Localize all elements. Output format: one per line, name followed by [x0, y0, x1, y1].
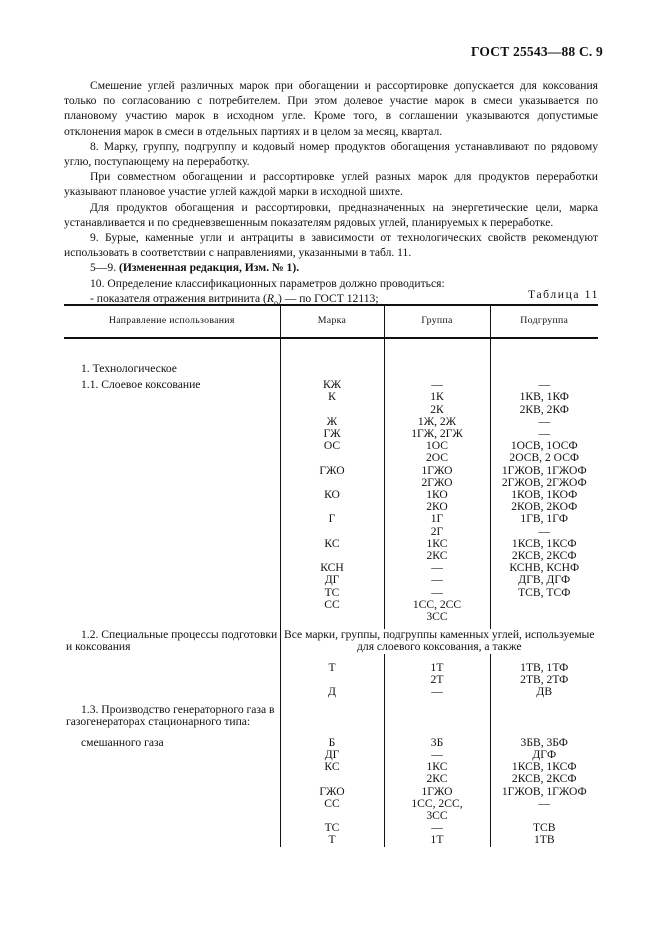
group-cell: 1СС, 2СС: [384, 599, 490, 611]
group-cell: 1ГЖ, 2ГЖ: [384, 428, 490, 440]
paragraph: При совместном обогащении и рассортировке углей разных марок для продуктов переработки указывают плановое участие углей каждой марки в исходной шихте.: [64, 170, 598, 199]
table-row: [64, 338, 598, 363]
group-cell: 2Г: [384, 526, 490, 538]
subgroup-cell: 1ТВ: [490, 834, 598, 846]
subgroup-cell: 1ГВ, 1ГФ: [490, 513, 598, 525]
direction-cell: [64, 538, 280, 550]
direction-cell: [64, 501, 280, 513]
table-row: [64, 465, 598, 477]
direction-cell: [64, 489, 280, 501]
direction-cell: [64, 834, 280, 846]
spacer-cell: [64, 338, 280, 363]
grade-cell: [280, 526, 384, 538]
subgroup-cell: 2ОСВ, 2 ОСФ: [490, 452, 598, 464]
table-row: [64, 404, 598, 416]
group-cell: —: [384, 379, 490, 391]
group-cell: —: [384, 587, 490, 599]
grade-cell: [280, 452, 384, 464]
group-cell: 3Б: [384, 737, 490, 749]
classification-table: [64, 304, 598, 847]
direction-cell: [64, 611, 280, 623]
grade-cell: КС: [280, 538, 384, 550]
subgroup-cell: 2КВ, 2КФ: [490, 404, 598, 416]
subgroup-cell: 1ГЖОВ, 1ГЖОФ: [490, 786, 598, 798]
section-special-processes: 1.2. Специальные процессы подготовки: [81, 628, 278, 642]
subgroup-cell: [490, 704, 598, 716]
spacer-cell: [280, 338, 384, 363]
header-subgroup: Подгруппа: [490, 305, 598, 338]
group-cell: 2КО: [384, 501, 490, 513]
grade-cell: Т: [280, 662, 384, 674]
subgroup-cell: 1КОВ, 1КОФ: [490, 489, 598, 501]
group-cell: 2КС: [384, 550, 490, 562]
grade-cell: Г: [280, 513, 384, 525]
table-row: [64, 641, 598, 653]
subgroup-cell: —: [490, 798, 598, 810]
grade-cell: [280, 704, 384, 716]
group-cell: 1КО: [384, 489, 490, 501]
subgroup-cell: ДГВ, ДГФ: [490, 574, 598, 586]
group-cell: 2К: [384, 404, 490, 416]
grade-cell: ДГ: [280, 749, 384, 761]
paragraph: 9. Бурые, каменные угли и антрациты в зависимости от технологических свойств рекомендуют использовать в соответствии с направлениями, указанными в табл. 11.: [64, 231, 598, 260]
edition-note-prefix: 5—9.: [90, 261, 117, 275]
group-cell: —: [384, 574, 490, 586]
subgroup-cell: —: [490, 428, 598, 440]
grade-cell: [280, 773, 384, 785]
subgroup-cell: 1КСВ, 1КСФ: [490, 538, 598, 550]
table-row: [64, 574, 598, 586]
subgroup-cell: —: [490, 526, 598, 538]
subgroup-cell: [490, 611, 598, 623]
group-cell: —: [384, 822, 490, 834]
subgroup-cell: 2КСВ, 2КСФ: [490, 550, 598, 562]
header-group: Группа: [384, 305, 490, 338]
direction-cell: [64, 526, 280, 538]
group-cell: 1СС, 2СС,: [384, 798, 490, 810]
paragraph: Смешение углей различных марок при обогащении и рассортировке допускается для коксования только по согласованию с потребителем. При этом долевое участие марок в смеси указывается по плановому участию марок в исходном угле. Кроме того, в соглашении указываются допустимые отклонения марок в смеси в отдельных партиях и в целом за месяц, квартал.: [64, 79, 598, 138]
group-cell: [384, 363, 490, 375]
grade-cell: КСН: [280, 562, 384, 574]
direction-cell: [64, 513, 280, 525]
direction-cell: [64, 416, 280, 428]
subgroup-cell: 2КСВ, 2КСФ: [490, 773, 598, 785]
page-header: ГОСТ 25543—88 С. 9: [470, 44, 603, 59]
direction-cell: [64, 391, 280, 403]
table-11: [64, 304, 598, 847]
group-cell: 2КС: [384, 773, 490, 785]
group-cell: —: [384, 686, 490, 698]
table-row: [64, 773, 598, 785]
grade-cell: КЖ: [280, 379, 384, 391]
subgroup-cell: 2ГЖОВ, 2ГЖОФ: [490, 477, 598, 489]
subgroup-cell: [490, 363, 598, 375]
subgroup-cell: ТСВ: [490, 822, 598, 834]
spacer-cell: [384, 338, 490, 363]
grade-cell: Т: [280, 834, 384, 846]
grade-cell: [280, 611, 384, 623]
direction-cell: [64, 761, 280, 773]
direction-cell: [64, 662, 280, 674]
group-cell: —: [384, 562, 490, 574]
grade-cell: К: [280, 391, 384, 403]
table-row: [64, 686, 598, 698]
body-text: [64, 78, 598, 310]
grade-cell: ТС: [280, 587, 384, 599]
direction-cell: [64, 550, 280, 562]
group-cell: 1КС: [384, 761, 490, 773]
grade-cell: ГЖО: [280, 786, 384, 798]
table-row: [64, 526, 598, 538]
group-cell: 2Т: [384, 674, 490, 686]
subsection-mixed-gas: смешанного газа: [81, 735, 164, 749]
section-layer-coking: 1.1. Слоевое коксование: [81, 378, 201, 392]
subgroup-cell: —: [490, 379, 598, 391]
subgroup-cell: [490, 599, 598, 611]
table-row: [64, 363, 598, 375]
group-cell: 1ОС: [384, 440, 490, 452]
edition-note: [64, 260, 598, 275]
group-cell: 1Ж, 2Ж: [384, 416, 490, 428]
table-header-row: [64, 305, 598, 338]
table-body: [64, 338, 598, 847]
grade-cell: [280, 716, 384, 728]
span-note-line1: Все марки, группы, подгруппы каменных углей, используемые: [280, 629, 598, 641]
subgroup-cell: 1ГЖОВ, 1ГЖОФ: [490, 465, 598, 477]
item-suffix: ) — по ГОСТ 12113;: [277, 291, 379, 305]
table-row: [64, 513, 598, 525]
spacer-cell: [490, 338, 598, 363]
header-direction: Направление использования: [64, 305, 280, 338]
grade-cell: Б: [280, 737, 384, 749]
group-cell: 1ГЖО: [384, 786, 490, 798]
direction-cell: [64, 452, 280, 464]
group-cell: 1ГЖО: [384, 465, 490, 477]
spacer-cell: [64, 654, 280, 662]
subgroup-cell: 2ТВ, 2ТФ: [490, 674, 598, 686]
direction-cell: [64, 599, 280, 611]
grade-cell: Ж: [280, 416, 384, 428]
paragraph: Для продуктов обогащения и рассортировки, предназначенных на энергетические цели, марка устанавливается и по средневзвешенным показателям рядовых углей, планируемых к переработке.: [64, 200, 598, 229]
direction-cell: [64, 773, 280, 785]
table-row: [64, 452, 598, 464]
direction-cell: [64, 477, 280, 489]
subgroup-cell: ДГФ: [490, 749, 598, 761]
table-row: [64, 834, 598, 846]
edition-note-bold: (Измененная редакция, Изм. № 1).: [119, 261, 300, 275]
grade-cell: ДГ: [280, 574, 384, 586]
direction-cell: [64, 440, 280, 452]
item-symbol: R: [266, 291, 274, 305]
grade-cell: ГЖО: [280, 465, 384, 477]
paragraph: 8. Марку, группу, подгруппу и кодовый номер продуктов обогащения устанавливают по рядовому углю, поступающему на переработку.: [64, 139, 598, 169]
direction-cell: [64, 574, 280, 586]
table-caption: Таблица 11: [528, 288, 599, 301]
grade-cell: ГЖ: [280, 428, 384, 440]
grade-cell: СС: [280, 599, 384, 611]
grade-cell: [280, 363, 384, 375]
group-cell: 1К: [384, 391, 490, 403]
group-cell: —: [384, 749, 490, 761]
group-cell: 1Т: [384, 834, 490, 846]
section-generator-gas: 1.3. Производство генераторного газа в: [81, 703, 275, 717]
grade-cell: СС: [280, 798, 384, 810]
direction-cell: [64, 428, 280, 440]
subgroup-cell: ДВ: [490, 686, 598, 698]
subgroup-cell: КСНВ, КСНФ: [490, 562, 598, 574]
direction-cell: [64, 749, 280, 761]
grade-cell: Д: [280, 686, 384, 698]
group-cell: 3СС: [384, 810, 490, 822]
section-generator-gas-cont: газогенераторах стационарного типа:: [66, 715, 251, 729]
header-grade: Марка: [280, 305, 384, 338]
table-row: [64, 391, 598, 403]
direction-cell: [64, 810, 280, 822]
group-cell: 2ГЖО: [384, 477, 490, 489]
subgroup-cell: 1КСВ, 1КСФ: [490, 761, 598, 773]
subgroup-cell: [490, 716, 598, 728]
group-cell: 2ОС: [384, 452, 490, 464]
grade-cell: КО: [280, 489, 384, 501]
subgroup-cell: 1ТВ, 1ТФ: [490, 662, 598, 674]
section-special-processes-cont: и коксования: [66, 640, 131, 654]
paragraph-10: 10. Определение классификационных параметров должно проводиться:: [90, 276, 445, 290]
group-cell: 1Т: [384, 662, 490, 674]
direction-cell: [64, 674, 280, 686]
grade-cell: КС: [280, 761, 384, 773]
direction-cell: [64, 562, 280, 574]
subgroup-cell: 1КВ, 1КФ: [490, 391, 598, 403]
table-row: [64, 662, 598, 674]
direction-cell: [64, 822, 280, 834]
subgroup-cell: 3БВ, 3БФ: [490, 737, 598, 749]
table-row: [64, 716, 598, 728]
grade-cell: [280, 404, 384, 416]
table-row: [64, 611, 598, 623]
group-cell: [384, 716, 490, 728]
direction-cell: [64, 798, 280, 810]
group-cell: 1КС: [384, 538, 490, 550]
direction-cell: [64, 786, 280, 798]
direction-cell: [64, 686, 280, 698]
grade-cell: ОС: [280, 440, 384, 452]
section-technological: 1. Технологическое: [81, 362, 177, 375]
item-prefix: - показателя отражения витринита (: [90, 291, 267, 305]
subgroup-cell: 2КОВ, 2КОФ: [490, 501, 598, 513]
subgroup-cell: ТСВ, ТСФ: [490, 587, 598, 599]
group-cell: 3СС: [384, 611, 490, 623]
table-row: [64, 798, 598, 810]
direction-cell: [64, 404, 280, 416]
group-cell: 1Г: [384, 513, 490, 525]
subgroup-cell: —: [490, 416, 598, 428]
subgroup-cell: 1ОСВ, 1ОСФ: [490, 440, 598, 452]
group-cell: [384, 704, 490, 716]
table-row: [64, 599, 598, 611]
table-row: [64, 786, 598, 798]
span-note-line2: для слоевого коксования, а также: [280, 641, 598, 653]
direction-cell: [64, 465, 280, 477]
item-subscript: o: [273, 298, 278, 308]
grade-cell: ТС: [280, 822, 384, 834]
direction-cell: [64, 587, 280, 599]
